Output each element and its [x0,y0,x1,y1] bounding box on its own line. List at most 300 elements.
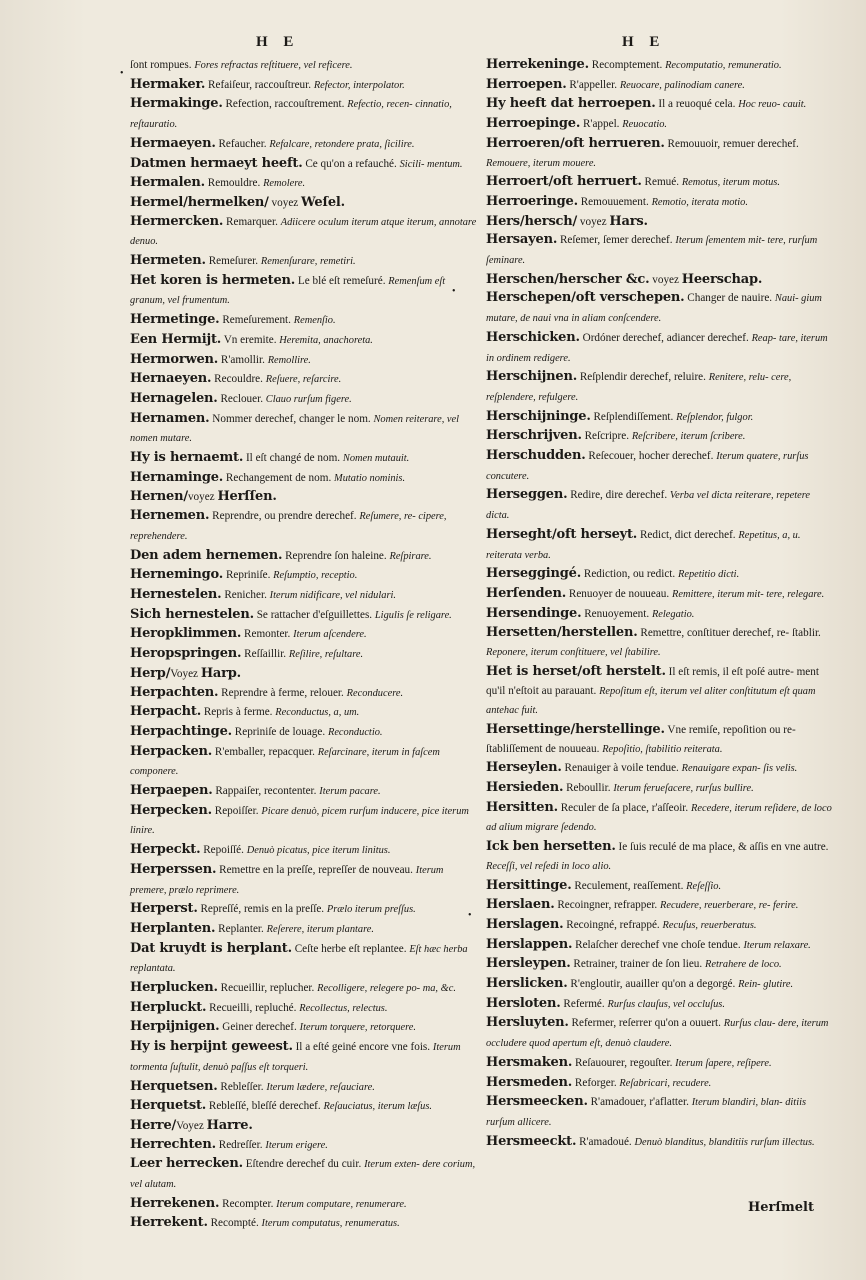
headword: Hernestelen. [130,586,222,602]
headword: Herslicken. [486,976,568,992]
french-gloss: Reſplendir derechef, reluire. [577,371,709,384]
dictionary-entry [130,194,478,213]
french-gloss: Remeſurement. [219,314,294,327]
french-gloss: Renuoyement. [581,607,652,620]
headword: Hy is hernaemt. [130,450,244,466]
headword: Herslagen. [486,916,564,932]
latin-gloss: Recudere, reuerberare, re- ferire. [660,900,799,912]
latin-gloss: Receſſi, vel reſedi in loco alio. [486,860,612,872]
french-gloss: Refaiſeur, raccouſtreur. [205,78,314,91]
headword: Herpeckt. [130,842,201,858]
french-gloss: Reprendre, ou prendre derechef. [209,510,360,523]
latin-gloss: Clauo rurſum figere. [265,393,352,405]
dictionary-entry [130,331,478,351]
headword: Hermaker. [130,76,206,92]
latin-gloss: Rein- glutire. [738,979,794,991]
latin-gloss: Reſumere, re- cipere, reprehendere. [130,511,447,542]
headword: Herpaepen. [130,783,213,799]
dictionary-entry [486,565,832,585]
headword: Hernen/ [130,489,188,505]
dictionary-entry [130,665,478,684]
dictionary-entry [486,1054,832,1074]
latin-gloss: Iterum relaxare. [743,939,811,951]
headword: Hersittinge. [486,877,572,893]
latin-gloss: Iterum exten- dere corium, vel alutam. [130,1159,476,1191]
latin-gloss: Hoc reuo- cauit. [738,99,807,111]
latin-gloss: Iterum quatere, rurſus concutere. [486,451,809,482]
headword: Herquetst. [130,1098,207,1114]
dictionary-entry [486,486,832,525]
headword: Herre/ [130,1117,177,1133]
dictionary-entry [130,252,478,272]
french-gloss: Il a reuoqué cela. [655,98,739,111]
latin-gloss: Heremita, anachoreta. [279,334,373,346]
latin-gloss: Mutatio nominis. [334,472,406,484]
french-gloss: Il a eſté geiné encore vne fois. [292,1041,433,1054]
headword: Herrekenen. [130,1195,220,1211]
latin-gloss: Renauigare expan- ſis velis. [681,763,798,775]
headword: Herschen/herscher &c. [486,271,650,287]
french-gloss: Ce qu'on a refauché. [302,157,400,170]
latin-gloss: Reponere, iterum conſtituere, vel ſtabilire. [486,647,661,659]
latin-gloss: Iterum ſapere, reſipere. [675,1057,772,1069]
french-gloss: Relaſcher derechef vne choſe tendue. [572,938,744,951]
headword: Hermetinge. [130,312,220,328]
french-gloss: Recompter. [219,1197,277,1210]
french-gloss: voyez [268,196,302,209]
headword: Herſenden. [486,585,567,601]
french-gloss: Ie ſuis reculé de ma place, & aſſis en vne autre. [615,841,829,854]
latin-gloss: Nomen mutauit. [342,453,410,465]
dictionary-entry [486,624,832,662]
latin-gloss: Sicili- mentum. [399,158,463,170]
french-gloss: Redreſſer. [215,1138,266,1151]
dictionary-entry [486,115,832,135]
french-gloss: Remouuoir, remuer derechef. [664,137,799,150]
french-gloss: Ceſte herbe eſt replantee. [291,942,410,955]
dictionary-entry [486,95,832,115]
dictionary-entry [130,213,478,252]
french-gloss: Recueillir, replucher. [217,982,318,995]
headword: Hy is herpijnt geweest. [130,1039,293,1055]
latin-gloss: Remolere. [263,178,306,190]
french-gloss: Repoiſſé. [200,844,247,857]
french-gloss: Recouldre. [211,373,266,386]
latin-gloss: Nomen reiterare, vel nomen mutare. [130,413,460,445]
french-gloss: Refaucher. [215,137,270,150]
french-gloss: Reſplendiſſement. [590,410,677,423]
french-gloss: Reprendre ſon haleine. [282,549,390,562]
dictionary-entry [130,76,478,96]
french-gloss: Rechangement de nom. [223,471,335,484]
french-gloss: R'appel. [580,118,623,131]
french-gloss: Reculer de ſa place, r'aſſeoir. [557,801,692,814]
dictionary-entry [486,1074,832,1094]
dictionary-entry [130,1195,478,1215]
latin-gloss: Remouere, iterum mouere. [486,157,597,169]
latin-gloss: Iterum tormenta ſuſtulit, denuò paſſus eſt torqueri. [130,1042,461,1073]
dictionary-entry [486,368,832,407]
latin-gloss: Refectio, recen- cinnatio, reſtauratio. [130,99,452,131]
headword: Hersluyten. [486,1015,569,1031]
french-gloss: Reſauourer, regouſter. [572,1056,676,1069]
dictionary-entry [486,213,832,232]
french-gloss: Redire, dire derechef. [567,489,670,502]
dictionary-entry [130,920,478,940]
headword: Hermercken. [130,213,224,229]
headword: Het is herset/oft herstelt. [486,663,666,679]
margin-dot: • [120,68,124,79]
headword: Herslaen. [486,897,555,913]
french-gloss: Reſſaillir. [241,648,289,661]
french-gloss: Repriniſe de louage. [231,725,328,738]
french-gloss: Ordóner derechef, adiancer derechef. [579,331,752,344]
french-gloss: Refection, raccouſtrement. [222,98,348,111]
french-gloss: R'amollir. [218,353,268,366]
dictionary-entry [130,1214,478,1234]
headword: Het koren is hermeten. [130,272,296,288]
dictionary-entry [130,390,478,410]
latin-gloss: Repoſitio, ſtabilitio reiterata. [602,743,723,755]
french-gloss: Reforger. [572,1076,620,1089]
headword: Herseght/oft herseyt. [486,526,638,542]
dictionary-entry [486,1133,832,1153]
french-gloss: Remouuement. [577,195,652,208]
cross-reference: Harp. [200,665,241,681]
latin-gloss: Reſumptio, receptio. [273,570,358,582]
latin-gloss: Eſt hæc herba replantata. [130,943,468,975]
french-gloss: Remouldre. [204,177,264,190]
dictionary-entry [130,449,478,469]
dictionary-entry [486,975,832,995]
french-gloss: Renicher. [221,588,270,601]
headword: Herpachtinge. [130,723,232,739]
french-gloss: Replanter. [215,922,267,935]
latin-gloss: Fores refractas reſtituere, vel reficere. [194,60,353,71]
french-gloss: Remarquer. [223,215,281,228]
dictionary-entry [486,408,832,428]
dictionary-entry [130,723,478,743]
headword: Herroeren/oft herrueren. [486,135,665,151]
latin-gloss: Remenſio. [293,315,336,327]
headword: Herrekeninge. [486,57,589,72]
latin-gloss: Recollectus, relectus. [299,1002,388,1014]
headword: Hersmeeckt. [486,1133,577,1149]
french-gloss: Rebleſſé, bleſſé derechef. [206,1100,324,1113]
headword: Hersendinge. [486,605,582,621]
dictionary-entry [486,1014,832,1053]
dictionary-entry [486,289,832,328]
dictionary-entry [130,940,478,979]
headword: Hersmeden. [486,1074,573,1090]
dictionary-entry [130,547,478,567]
headword: Herschrijven. [486,428,582,444]
latin-gloss: Picare denuò, picem rurſum inducere, pice iterum linire. [130,805,469,837]
headword: Den adem hernemen. [130,547,283,563]
dictionary-entry [130,625,478,645]
french-gloss: Reſemer, ſemer derechef. [557,234,676,247]
dictionary-entry [130,1117,478,1136]
dictionary-entry [130,743,478,782]
dictionary-entry [130,1078,478,1098]
latin-gloss: Rurſus clau- dere, iterum occludere quod apertum eſt, denuò claudere. [486,1018,829,1050]
headword: Leer herrecken. [130,1156,243,1172]
french-gloss: Recomptement. [588,59,666,71]
dictionary-entry [486,799,832,838]
latin-gloss: Reap- tare, iterum in ordinem redigere. [486,332,828,364]
dictionary-entry [130,174,478,194]
dictionary-entry [130,488,478,507]
dictionary-entry [130,900,478,920]
headword: Hersmaken. [486,1054,573,1070]
latin-gloss: Ligulis ſe religare. [374,609,452,621]
french-gloss: Eſtendre derechef du cuir. [242,1158,365,1171]
headword: Datmen hermaeyt heeft. [130,155,303,171]
dictionary-entry [130,999,478,1019]
headword: Herperst. [130,901,198,917]
dictionary-entry [486,231,832,270]
latin-gloss: Adiicere oculum iterum atque iterum, annotare denuo. [130,216,477,248]
latin-gloss: Remotus, iterum motus. [681,177,780,189]
dictionary-entry [130,56,478,76]
latin-gloss: Recolligere, relegere po- ma, &c. [317,983,456,995]
latin-gloss: Reſuere, reſarcire. [265,374,342,386]
latin-gloss: Repetitus, a, u. reiterata verba. [486,529,801,561]
french-gloss: Recoingné, refrappé. [563,918,663,931]
headword: Hermel/hermelken/ [130,194,269,210]
latin-gloss: Iterum erigere. [265,1139,328,1151]
dictionary-entry [486,779,832,799]
french-gloss: Recoingner, refrapper. [554,899,661,912]
french-gloss: Reſcripre. [581,430,632,443]
headword: Herroeringe. [486,193,578,209]
headword: Een Hermijt. [130,331,222,347]
latin-gloss: Reſabricari, recudere. [619,1077,712,1089]
headword: Herrekent. [130,1215,208,1231]
headword: Herschijninge. [486,408,591,424]
french-gloss: Il eſt changé de nom. [243,452,343,465]
french-gloss: Renuoyer de nouueau. [566,587,672,600]
dictionary-entry [486,605,832,625]
french-gloss: R'appeller. [566,78,620,91]
dictionary-entry [486,838,832,876]
latin-gloss: Relegatio. [651,608,695,620]
headword: Hersitten. [486,799,558,815]
latin-gloss: Iterum blandiri, blan- ditiis rurſum allicere. [486,1097,807,1128]
headword: Herseggen. [486,487,568,503]
french-gloss: Rebleſſer. [217,1080,267,1093]
headword: Herschepen/oft verschepen. [486,290,685,306]
headword: Hersleypen. [486,956,571,972]
dictionary-entry [130,272,478,311]
latin-gloss: Reſplendor, fulgor. [676,411,754,423]
headword: Herroepen. [486,76,567,92]
headword: Herschijnen. [486,369,578,385]
dictionary-entry [486,896,832,916]
headword: Herp/ [130,665,171,681]
dictionary-entry [486,585,832,605]
latin-gloss: Recomputatio, remuneratio. [665,60,782,71]
headword: Herroert/oft herruert. [486,174,642,190]
headword: Herpacht. [130,704,202,720]
latin-gloss: Refector, interpolator. [313,79,405,91]
headword: Hermalen. [130,175,205,191]
latin-gloss: Repoſitum eſt, iterum vel aliter conſtitutum eſt quam antehac fuit. [486,685,816,717]
dictionary-entry [130,135,478,155]
dictionary-entry [130,1018,478,1038]
dictionary-entry [130,1155,478,1194]
latin-gloss: Iterum premere, prælo reprimere. [130,864,444,896]
french-gloss: Redict, dict derechef. [637,528,739,541]
latin-gloss: Naui- gium mutare, de naui vna in aliam conſcendere. [486,293,822,325]
margin-dot: • [468,910,472,921]
dictionary-entry [130,1097,478,1117]
french-gloss: R'engloutir, auailler qu'on a degorgé. [567,978,739,991]
headword: Herslappen. [486,936,573,952]
latin-gloss: Iterum aſcendere. [293,629,367,641]
french-gloss: Retrainer, trainer de ſon lieu. [570,958,705,971]
dictionary-entry [486,1093,832,1132]
latin-gloss: Iterum ferueſacere, rurſus bullire. [613,783,754,795]
dictionary-entry [486,759,832,779]
headword: Herpijnigen. [130,1019,220,1035]
latin-gloss: Rurſus clauſus, vel occluſus. [607,998,725,1010]
dictionary-entry [130,410,478,449]
headword: Heropspringen. [130,646,242,662]
dictionary-entry [130,841,478,861]
dictionary-entry [130,507,478,546]
latin-gloss: Reconductio. [327,726,383,738]
latin-gloss: Iterum lædere, reſauciare. [266,1081,375,1093]
headword: Herplanten. [130,920,216,936]
cross-reference: Harre. [206,1117,253,1133]
french-gloss: Recueilli, repluché. [206,1001,300,1014]
latin-gloss: Remollire. [267,354,311,366]
headword: Hermakinge. [130,96,223,112]
headword: Hernemingo. [130,567,224,583]
latin-gloss: Remittere, iterum mit- tere, relegare. [672,588,825,600]
cross-reference: Herſſen. [217,489,277,505]
margin-dot: • [452,286,456,297]
left-column [130,56,478,1234]
latin-gloss: Iterum computare, renumerare. [276,1198,407,1210]
headword: Sich hernestelen. [130,606,254,622]
headword: Herperssen. [130,861,217,877]
headword: Hermeten. [130,253,206,269]
dictionary-entry [130,684,478,704]
dictionary-entry [130,802,478,841]
dictionary-entry [130,469,478,489]
headword: Herpluckt. [130,999,207,1015]
headword: Herseylen. [486,760,562,776]
french-gloss: Geiner derechef. [219,1021,300,1034]
headword: Herpacken. [130,743,213,759]
dictionary-entry [486,173,832,193]
french-gloss: Renauiger à voile tendue. [561,762,682,775]
right-column [486,56,832,1152]
headword: Hers/hersch/ [486,213,578,229]
latin-gloss: Recedere, iterum reſidere, de loco ad alium migrare ſedendo. [486,802,832,834]
french-gloss: voyez [649,273,682,286]
french-gloss: Le blé eſt remeſuré. [295,274,389,287]
headword: Hermorwen. [130,351,219,367]
dictionary-entry [486,447,832,486]
latin-gloss: Prælo iterum preſſus. [326,904,416,916]
latin-gloss: Iterum ſementem mit- tere, rurſum ſeminare. [486,235,818,267]
french-gloss: ſont rompues. [130,59,195,71]
french-gloss: R'amadoué. [576,1135,635,1148]
headword: Herpecken. [130,802,212,818]
latin-gloss: Reſpirare. [389,550,432,562]
dictionary-entry [130,645,478,665]
french-gloss: Repriniſe. [223,569,274,582]
dictionary-entry [130,1038,478,1077]
french-gloss: voyez [577,215,610,228]
dictionary-entry [486,877,832,897]
dictionary-entry [130,1136,478,1156]
dictionary-entry [486,955,832,975]
french-gloss: Remeſurer. [205,255,261,268]
headword: Herschicken. [486,329,580,345]
cross-reference: Heerschap. [681,271,763,287]
dictionary-entry [486,995,832,1015]
headword: Herpachten. [130,684,219,700]
french-gloss: Reculement, reaſſement. [571,879,687,892]
latin-gloss: Recuſus, reuerberatus. [662,919,757,931]
french-gloss: R'amadouer, r'aflatter. [587,1096,692,1109]
latin-gloss: Denuò picatus, pice iterum linitus. [246,845,391,857]
latin-gloss: Iterum nidificare, vel nidulari. [269,589,396,601]
headword: Hernamen. [130,410,210,426]
page-header-left: H E [256,34,300,50]
headword: Herquetsen. [130,1078,218,1094]
dictionary-entry [130,95,478,134]
headword: Herseggingé. [486,566,582,582]
latin-gloss: Reſeſſio. [686,880,722,892]
latin-gloss: Refalcare, retondere prata, ſicilire. [269,138,415,150]
dictionary-entry [486,427,832,447]
dictionary-entry [486,663,832,721]
french-gloss: Il eſt remis, il eſt poſé autre- ment qu'il n'eſtoit au parauant. [486,665,819,697]
french-gloss: Changer de nauire. [684,292,775,305]
latin-gloss: Iterum torquere, retorquere. [299,1022,416,1034]
dictionary-entry [130,566,478,586]
headword: Heropklimmen. [130,626,242,642]
headword: Hermaeyen. [130,135,216,151]
french-gloss: Remettre en la preſſe, repreſſer de nouveau. [216,863,416,876]
dictionary-entry [486,271,832,290]
latin-gloss: Verba vel dicta reiterare, repetere dicta. [486,490,811,522]
headword: Hernaeyen. [130,371,212,387]
french-gloss: Nommer derechef, changer le nom. [209,412,374,425]
dictionary-entry [486,526,832,565]
french-gloss: Voyez [176,1119,207,1132]
latin-gloss: Remenſurare, remetiri. [260,256,356,268]
headword: Herschudden. [486,448,586,464]
french-gloss: Vn eremite. [221,333,280,346]
headword: Hersmeecken. [486,1094,588,1110]
french-gloss: R'emballer, repacquer. [212,745,318,758]
headword: Hersloten. [486,995,561,1011]
french-gloss: Reprendre à ferme, relouer. [218,686,347,699]
headword: Hersieden. [486,780,564,796]
headword: Hernaminge. [130,469,224,485]
latin-gloss: Iterum pacare. [319,786,381,798]
dictionary-entry [130,586,478,606]
headword: Dat kruydt is herplant. [130,940,292,956]
french-gloss: voyez [187,491,218,504]
dictionary-entry [130,703,478,723]
